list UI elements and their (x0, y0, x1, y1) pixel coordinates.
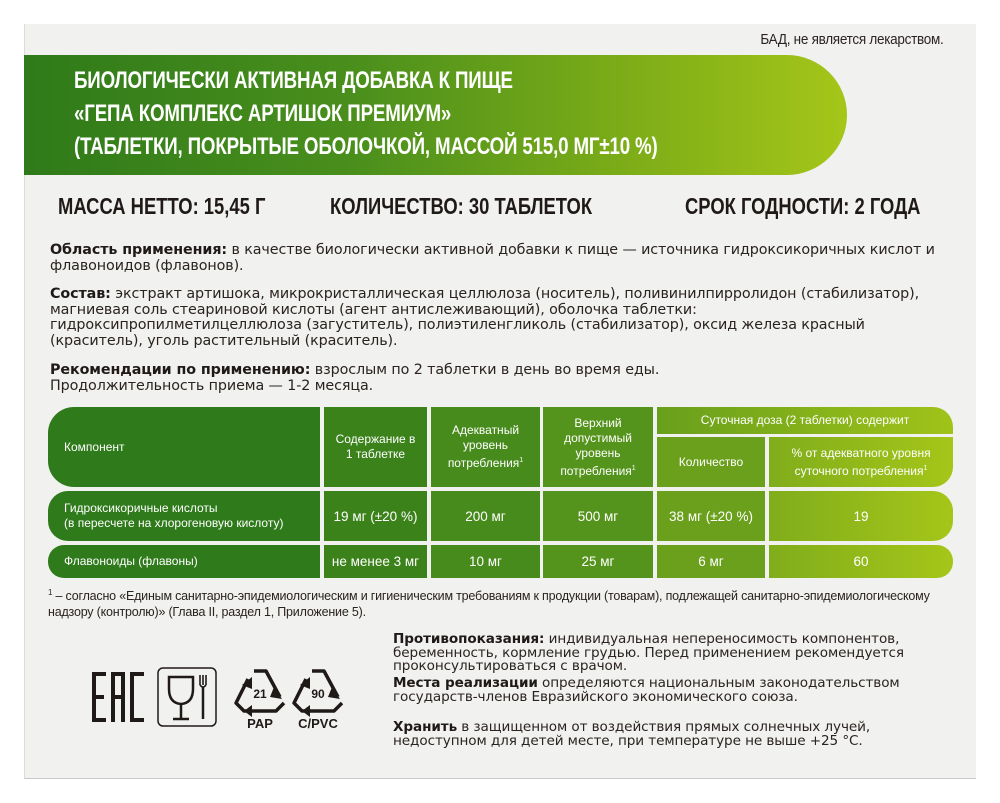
table-row-2-amount: 6 мг (657, 545, 765, 578)
table-row-1-amount: 38 мг (±20 %) (657, 491, 765, 541)
recycling-cpvc-icon (288, 665, 348, 731)
recommendations-text: взрослым по 2 таблетки в день во время еды. (310, 362, 660, 378)
svg-text:90: 90 (311, 687, 325, 701)
recycling-pap-icon (230, 665, 290, 731)
svg-text:21: 21 (253, 687, 267, 701)
title-banner (24, 55, 847, 175)
food-contact-glass-fork-icon (157, 667, 217, 727)
svg-text:C/PVC: C/PVC (298, 716, 338, 731)
header-percent: % от адекватного уровня суточного потребления$^1$ (769, 437, 953, 487)
storage-section: Хранить в защищенном от воздействия прямых солнечных лучей, недоступном для детей месте, при температуре не выше +25 °С. (393, 719, 871, 749)
table-row-2-adequate: 10 мг (431, 545, 540, 578)
recommendations-label: Рекомендации по применению: (50, 362, 311, 378)
storage-label: Хранить (393, 719, 458, 735)
table-row-2-component: Флавоноиды (флавоны) (48, 545, 320, 578)
table-footnote: $^1$ – согласно «Единым санитарно-эпидемиологическим и гигиеническим требованиям к продукции (товарам), подлежащей санитарно-эпидемиологическому надзору (контролю)» (Глава II, раздел 1, Приложение 5). (48, 588, 930, 620)
header-daily-group: Суточная доза (2 таблетки) содержит (657, 407, 953, 434)
table-row-1-component: Гидроксикоричные кислоты (в пересчете на хлорогеновую кислоту) (48, 491, 320, 541)
table-row-2-percent: 60 (769, 545, 953, 578)
table-row-2-content: не менее 3 мг (324, 545, 427, 578)
header-adequate: Адекватный уровень потребления$^1$ (431, 407, 540, 487)
sales-section: Места реализации определяются национальным законодательством государств-членов Евразийского экономического союза. (393, 675, 900, 705)
header-amount: Количество (657, 437, 765, 487)
duration-text: Продолжительность приема — 1-2 месяца. (50, 377, 374, 394)
composition-section (50, 287, 950, 349)
table-row-1-percent: 19 (769, 491, 953, 541)
table-row-1-content: 19 мг (±20 %) (324, 491, 427, 541)
contraindications-label: Противопоказания: (393, 631, 545, 647)
net-weight: МАССА НЕТТО: 15,45 Г (58, 193, 266, 219)
header-component: Компонент (48, 407, 320, 487)
composition-text: экстракт артишока, микрокристаллическая целлюлоза (носитель), поливинилпирролидон (стабилизатор), магниевая соль стеариновой кислоты (агент антислеживающий), оболочка таблетки: гидроксипропилметилцеллюлоза (загуститель), полиэтиленгликоль (стабилизатор), оксид железа красный (краситель), уголь растительный (краситель). (50, 286, 920, 349)
quantity: КОЛИЧЕСТВО: 30 ТАБЛЕТОК (330, 193, 593, 219)
application-text: в качестве биологически активной добавки к пище — источника гидроксикоричных кислот и флавоноидов (флавонов). (50, 242, 935, 274)
contraindications-section: Противопоказания: индивидуальная непереносимость компонентов, беременность, кормление грудью. Перед применением рекомендуется проконсультироваться с врачом. (393, 631, 904, 674)
table-row-1-adequate: 200 мг (431, 491, 540, 541)
disclaimer: БАД, не является лекарством. (760, 31, 944, 48)
header-upper: Верхний допустимый уровень потребления$^1$ (543, 407, 653, 487)
composition-label: Состав: (50, 286, 111, 302)
recommendations-section (50, 363, 950, 394)
application-section (50, 243, 950, 274)
banner-line-2: «ГЕПА КОМПЛЕКС АРТИШОК ПРЕМИУМ» (74, 100, 452, 127)
application-label: Область применения: (50, 242, 228, 258)
banner-line-3: (ТАБЛЕТКИ, ПОКРЫТЫЕ ОБОЛОЧКОЙ, МАССОЙ 515,0 МГ±10 %) (74, 133, 658, 160)
sales-label: Места реализации (393, 675, 538, 691)
banner-line-1: БИОЛОГИЧЕСКИ АКТИВНАЯ ДОБАВКА К ПИЩЕ (74, 67, 513, 94)
shelf-life: СРОК ГОДНОСТИ: 2 ГОДА (685, 193, 921, 219)
eac-mark-icon (92, 672, 144, 722)
table-row-1-upper: 500 мг (543, 491, 653, 541)
header-content: Содержание в 1 таблетке (324, 407, 427, 487)
svg-text:PAP: PAP (247, 716, 273, 731)
table-row-2-upper: 25 мг (543, 545, 653, 578)
